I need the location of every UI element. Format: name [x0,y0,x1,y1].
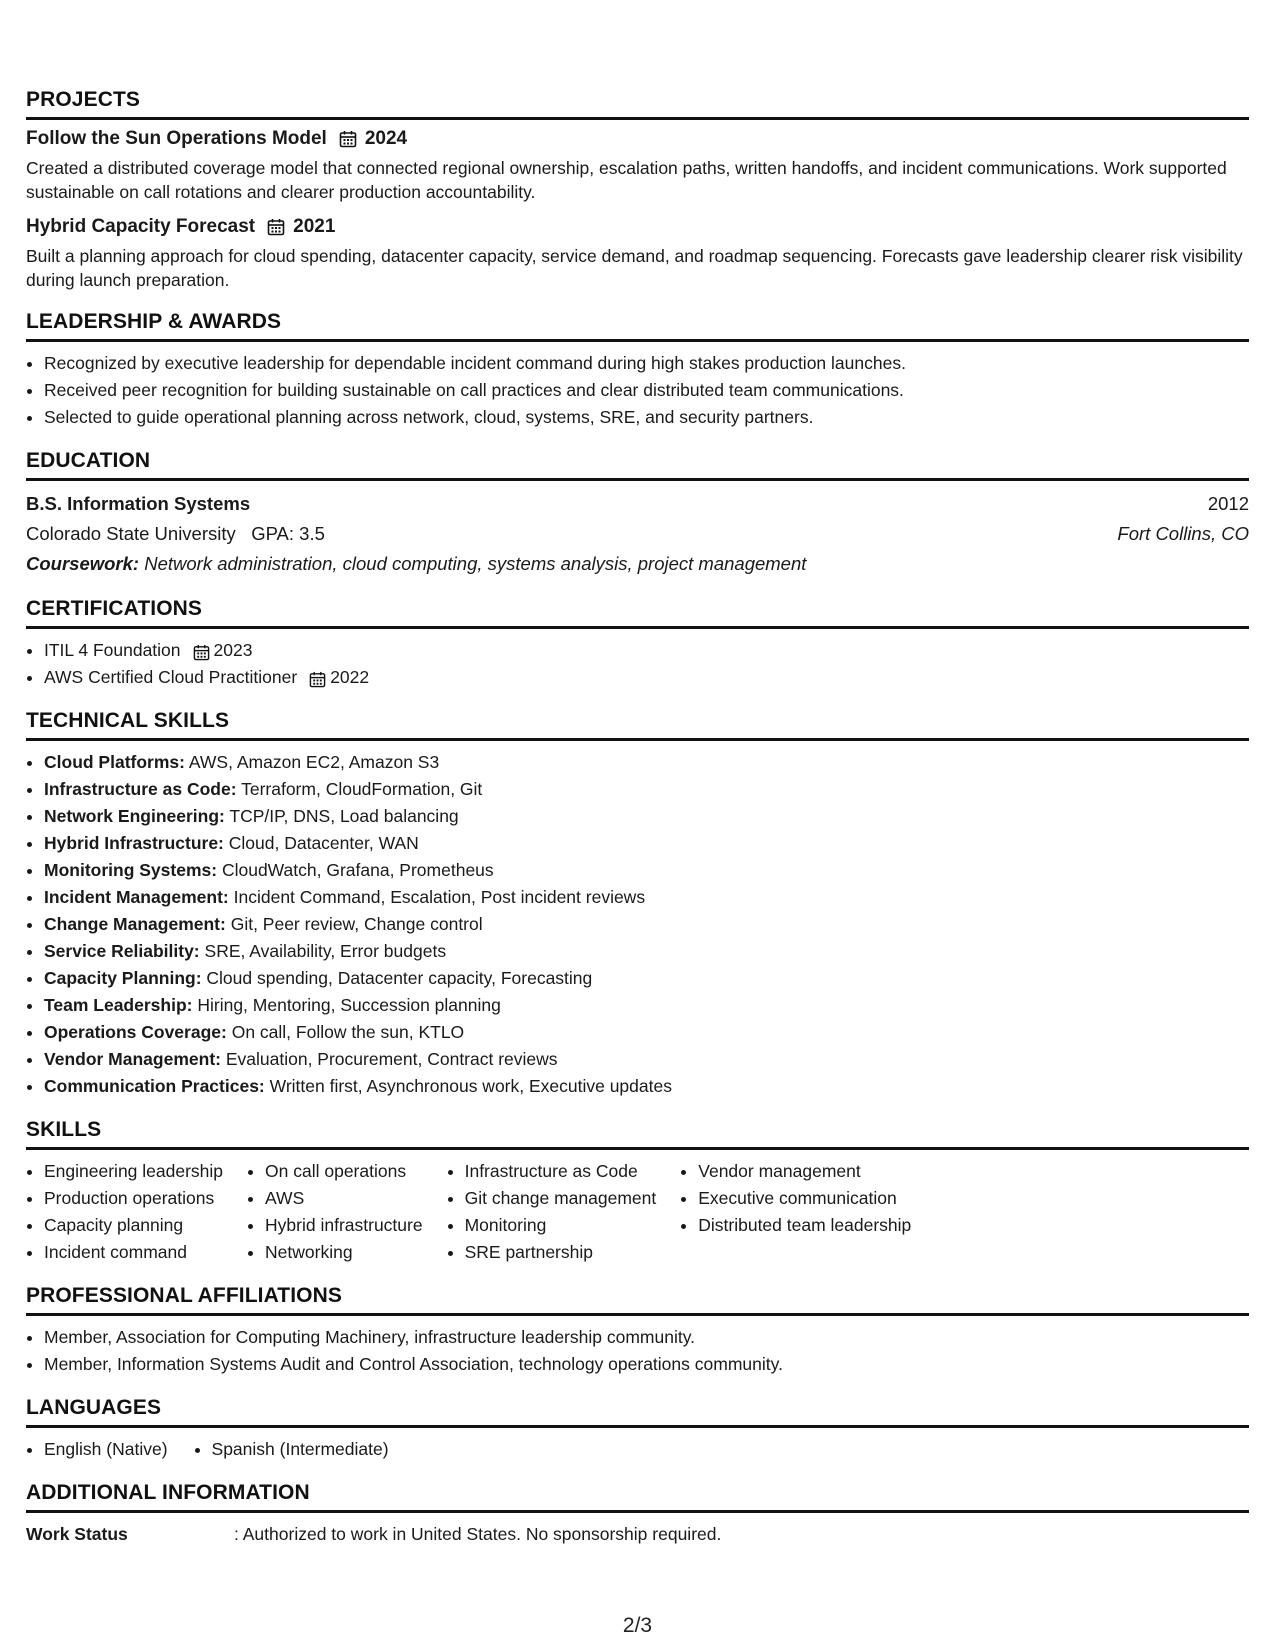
additional-section [26,1481,1249,1547]
gpa: GPA: 3.5 [251,523,325,544]
project-name: Follow the Sun Operations Model [26,128,327,149]
leadership-section [26,310,1249,431]
work-status-row [26,1521,1249,1547]
section-title-projects: PROJECTS [26,88,1249,120]
cert-year: 2022 [330,667,370,687]
education-section [26,449,1249,579]
skill-values: Incident Command, Escalation, Post incident reviews [233,887,646,907]
list-item: • Networking [265,1239,423,1266]
degree: B.S. Information Systems [26,493,251,514]
list-item [44,749,1249,776]
list-item [44,1046,1249,1073]
section-title-affiliations: PROFESSIONAL AFFILIATIONS [26,1284,1249,1316]
list-item: • Member, Association for Computing Machinery, infrastructure leadership community. [44,1324,1249,1351]
calendar-icon [193,642,210,659]
list-item: • Engineering leadership [44,1158,223,1185]
section-title-education: EDUCATION [26,449,1249,481]
skill-values: Cloud, Datacenter, WAN [228,833,419,853]
skill-category: Incident Management: [44,887,229,907]
cert-year: 2023 [213,640,253,660]
certifications-section [26,597,1249,691]
skill-category: Operations Coverage: [44,1022,227,1042]
list-item: • Recognized by executive leadership for dependable incident command during high stakes production launches. [44,350,1249,377]
work-status-label: Work Status [26,1524,128,1544]
skill-values: Cloud spending, Datacenter capacity, Forecasting [206,968,593,988]
list-item [44,1073,1249,1100]
skill-category: Infrastructure as Code: [44,779,237,799]
skill-category: Cloud Platforms: [44,752,185,772]
page-number: 2/3 [622,1614,653,1637]
cert-name: • AWS Certified Cloud Practitioner [44,667,298,687]
skill-values: AWS, Amazon EC2, Amazon S3 [188,752,440,772]
list-item: • Production operations [44,1185,223,1212]
list-item: • Spanish (Intermediate) [212,1436,389,1463]
list-item [44,1019,1249,1046]
list-item [44,992,1249,1019]
skills-section [26,1118,1249,1266]
list-item [44,830,1249,857]
list-item [44,664,1249,691]
skill-category: Capacity Planning: [44,968,202,988]
project-description: Built a planning approach for cloud spending, datacenter capacity, service demand, and roadmap sequencing. Forecasts gave leadership clearer risk visibility during launch preparation. [26,246,1243,290]
languages-row [26,1436,1249,1463]
technical-skills-section [26,709,1249,1100]
skill-values: Terraform, CloudFormation, Git [241,779,483,799]
project-item [26,128,1249,204]
list-item [44,637,1249,664]
list-item: • English (Native) [44,1436,168,1463]
list-item [44,776,1249,803]
cert-name: • ITIL 4 Foundation [44,640,181,660]
list-item: • SRE partnership [465,1239,657,1266]
section-title-certifications: CERTIFICATIONS [26,597,1249,629]
coursework-text: Network administration, cloud computing, systems analysis, project management [144,553,807,574]
coursework-label: Coursework: [26,553,140,574]
certifications-list [26,637,1249,691]
list-item: • Executive communication [698,1185,911,1212]
school-name: Colorado State University [26,523,236,544]
calendar-icon [267,218,285,236]
skill-values: CloudWatch, Grafana, Prometheus [221,860,494,880]
list-item: • Hybrid infrastructure [265,1212,423,1239]
skill-values: On call, Follow the sun, KTLO [231,1022,465,1042]
list-item [44,911,1249,938]
work-status-value: : Authorized to work in United States. No sponsorship required. [234,1524,722,1544]
skill-values: Hiring, Mentoring, Succession planning [197,995,501,1015]
graduation-year: 2012 [1207,493,1249,514]
skills-column [26,1158,223,1266]
list-item: • Incident command [44,1239,223,1266]
list-item: • Git change management [465,1185,657,1212]
skill-category: Network Engineering: [44,806,225,826]
list-item [44,857,1249,884]
skills-columns [26,1158,1249,1266]
project-year: 2024 [364,128,408,149]
skill-category: Team Leadership: [44,995,193,1015]
list-item: • Capacity planning [44,1212,223,1239]
skill-category: Communication Practices: [44,1076,265,1096]
languages-column [26,1436,168,1463]
list-item: • AWS [265,1185,423,1212]
project-year: 2021 [293,216,336,237]
affiliations-list [26,1324,1249,1378]
section-title-additional: ADDITIONAL INFORMATION [26,1481,1249,1513]
skill-values: TCP/IP, DNS, Load balancing [229,806,459,826]
skills-column [680,1158,911,1266]
skill-values: Git, Peer review, Change control [230,914,483,934]
calendar-icon [339,130,357,148]
calendar-icon [309,669,326,686]
project-item [26,216,1249,292]
list-item [44,938,1249,965]
skill-category: Vendor Management: [44,1049,221,1069]
list-item: • On call operations [265,1158,423,1185]
list-item: • Monitoring [465,1212,657,1239]
list-item [44,884,1249,911]
project-name: Hybrid Capacity Forecast [26,216,256,237]
resume-page [26,88,1249,1565]
skill-category: Service Reliability: [44,941,200,961]
skill-values: SRE, Availability, Error budgets [204,941,447,961]
list-item: • Selected to guide operational planning across network, cloud, systems, SRE, and security partners. [44,404,1249,431]
leadership-list [26,350,1249,431]
section-title-leadership: LEADERSHIP & AWARDS [26,310,1249,342]
skills-column [447,1158,657,1266]
skill-category: Change Management: [44,914,226,934]
section-title-technical-skills: TECHNICAL SKILLS [26,709,1249,741]
section-title-skills: SKILLS [26,1118,1249,1150]
skills-column [247,1158,423,1266]
project-description: Created a distributed coverage model that connected regional ownership, escalation paths, written handoffs, and incident communications. Work supported sustainable on call rotations and clearer production accountability. [26,158,1227,202]
list-item: • Distributed team leadership [698,1212,911,1239]
technical-skills-list [26,749,1249,1100]
list-item [44,965,1249,992]
skill-category: Hybrid Infrastructure: [44,833,224,853]
skill-values: Written first, Asynchronous work, Executive updates [269,1076,672,1096]
section-title-languages: LANGUAGES [26,1396,1249,1428]
list-item: • Member, Information Systems Audit and Control Association, technology operations community. [44,1351,1249,1378]
languages-section [26,1396,1249,1463]
list-item: • Received peer recognition for building sustainable on call practices and clear distributed team communications. [44,377,1249,404]
affiliations-section [26,1284,1249,1378]
skill-category: Monitoring Systems: [44,860,218,880]
skill-values: Evaluation, Procurement, Contract reviews [225,1049,558,1069]
languages-column [194,1436,389,1463]
projects-section [26,88,1249,292]
list-item: • Infrastructure as Code [465,1158,657,1185]
school-location: Fort Collins, CO [1117,523,1249,544]
list-item: • Vendor management [698,1158,911,1185]
list-item [44,803,1249,830]
coursework [26,549,1249,579]
